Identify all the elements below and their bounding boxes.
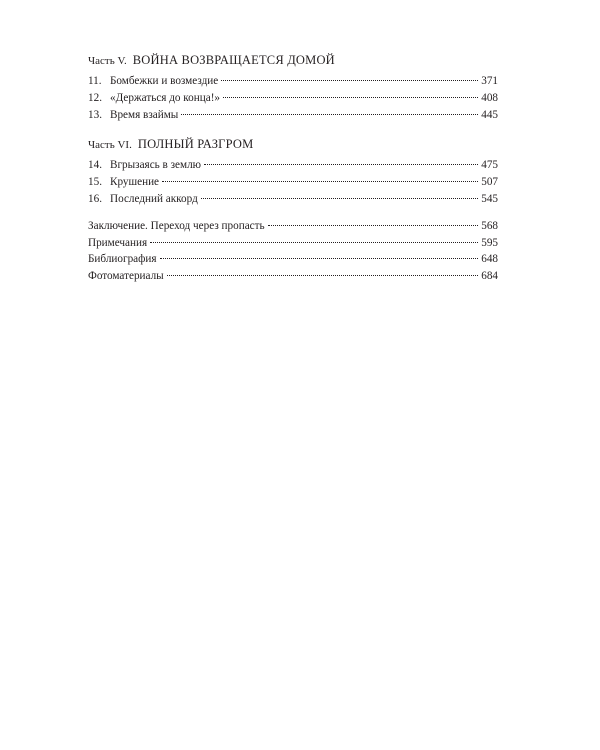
section-title: Заключение. Переход через пропасть bbox=[88, 219, 265, 232]
page-number: 371 bbox=[481, 75, 498, 87]
dot-leader bbox=[162, 181, 478, 182]
chapter-title: Вгрызаясь в землю bbox=[110, 159, 202, 172]
page-number: 595 bbox=[481, 236, 498, 249]
toc-entry-photos[interactable] bbox=[88, 268, 498, 285]
dot-leader bbox=[167, 275, 479, 276]
chapter-title: Время взаймы bbox=[110, 108, 179, 121]
dot-leader bbox=[204, 164, 478, 165]
chapter-number: 16. bbox=[88, 192, 102, 205]
page-number: 648 bbox=[481, 253, 498, 266]
dot-leader bbox=[181, 114, 478, 115]
part-label: Часть VI. bbox=[88, 139, 132, 152]
part-heading bbox=[88, 136, 498, 154]
part-label: Часть V. bbox=[88, 55, 127, 67]
dot-leader bbox=[223, 97, 478, 98]
chapter-number: 13. bbox=[88, 108, 102, 121]
part-title: ПОЛНЫЙ РАЗГРОМ bbox=[137, 137, 254, 152]
dot-leader bbox=[221, 80, 478, 81]
dot-leader bbox=[268, 225, 479, 226]
chapter-title: Крушение bbox=[110, 176, 160, 189]
part-heading bbox=[88, 52, 498, 70]
section-title: Фотоматериалы bbox=[88, 270, 164, 283]
toc-entry[interactable] bbox=[88, 174, 498, 191]
chapter-title: Последний аккорд bbox=[110, 192, 198, 205]
dot-leader bbox=[160, 258, 479, 259]
chapter-number: 12. bbox=[88, 91, 102, 104]
part-6-block bbox=[88, 136, 498, 207]
chapter-title: Бомбежки и возмездие bbox=[110, 75, 219, 87]
chapter-number: 14. bbox=[88, 159, 102, 172]
toc-entry[interactable] bbox=[88, 157, 498, 174]
toc-entry-bibliography[interactable] bbox=[88, 251, 498, 268]
page-number: 507 bbox=[481, 176, 498, 189]
section-title: Библиография bbox=[88, 253, 157, 266]
toc-entry[interactable] bbox=[88, 73, 498, 90]
chapter-title: «Держаться до конца!» bbox=[110, 91, 221, 104]
toc-entry[interactable] bbox=[88, 191, 498, 208]
dot-leader bbox=[201, 198, 478, 199]
part-5-block bbox=[88, 52, 498, 123]
chapter-number: 11. bbox=[88, 75, 102, 87]
table-of-contents bbox=[88, 52, 498, 285]
part-title: ВОЙНА ВОЗВРАЩАЕТСЯ ДОМОЙ bbox=[132, 53, 335, 67]
toc-entry-notes[interactable] bbox=[88, 235, 498, 252]
page-number: 568 bbox=[481, 219, 498, 232]
page-number: 545 bbox=[481, 192, 498, 205]
toc-entry[interactable] bbox=[88, 90, 498, 107]
page-number: 475 bbox=[481, 159, 498, 172]
section-title: Примечания bbox=[88, 236, 148, 249]
toc-entry[interactable] bbox=[88, 107, 498, 124]
back-matter-block bbox=[88, 218, 498, 285]
dot-leader bbox=[150, 242, 478, 243]
page-number: 684 bbox=[481, 270, 498, 283]
page-number: 408 bbox=[481, 91, 498, 104]
toc-entry-conclusion[interactable] bbox=[88, 218, 498, 235]
chapter-number: 15. bbox=[88, 176, 102, 189]
page-number: 445 bbox=[481, 108, 498, 121]
